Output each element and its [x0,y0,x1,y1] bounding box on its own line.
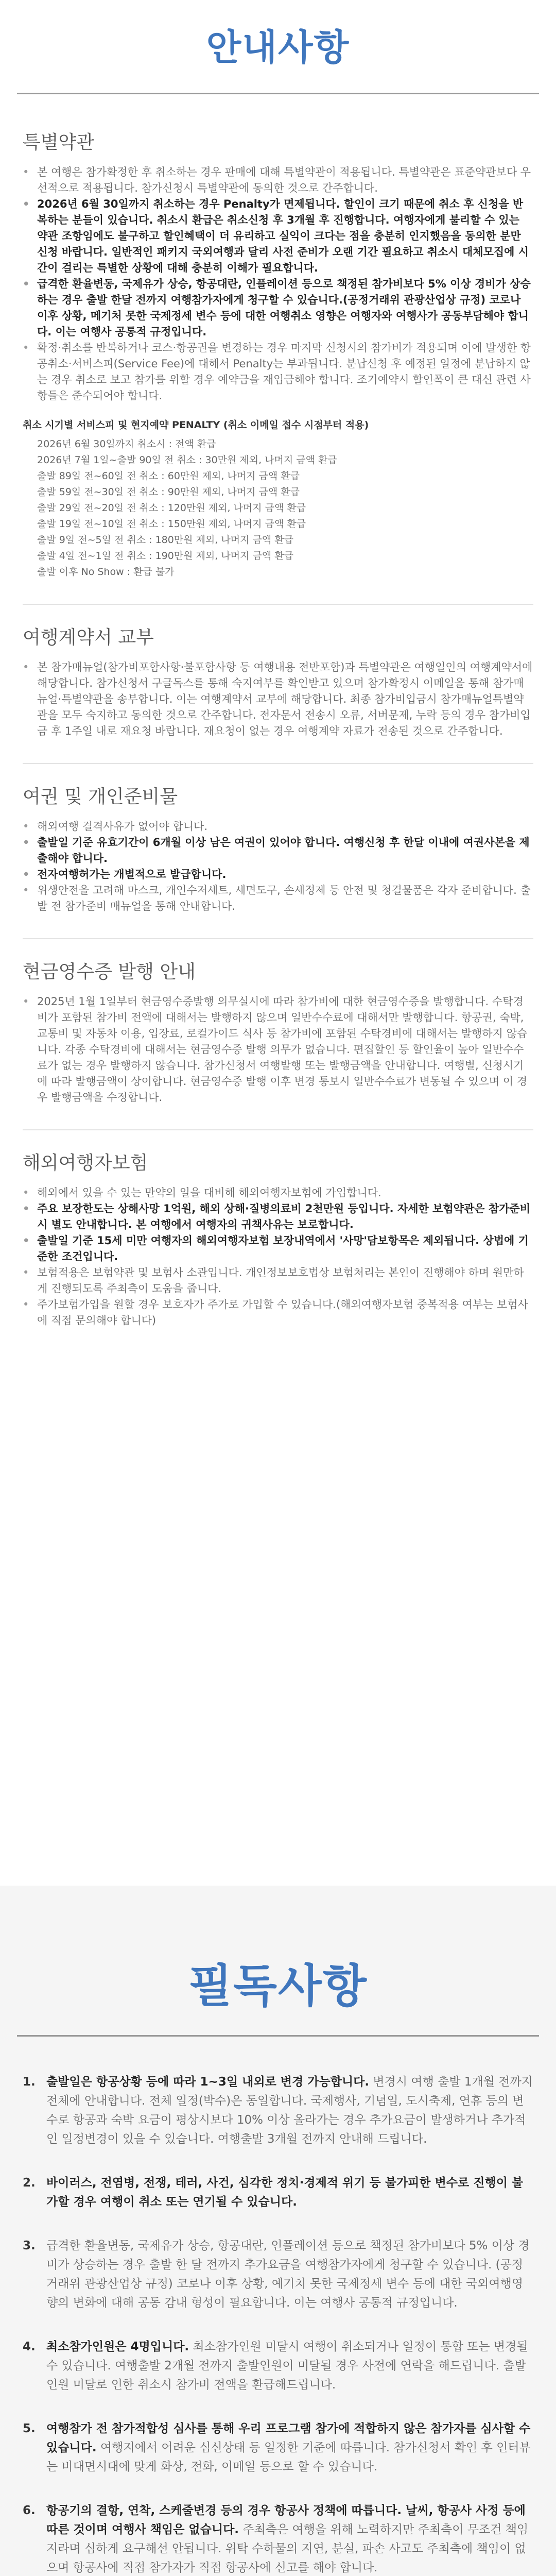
travel-insurance-heading: 해외여행자보험 [23,1153,148,1174]
receipt-list [23,994,533,1106]
list-item: • 2026년 6월 30일까지 취소하는 경우 Penalty가 면제됩니다. 할인이 크기 때문에 취소 후 신청을 반복하는 분들이 있습니다. 취소시 환급은 취소신청 후 3개월 후 진행합니다. 여행자에게 불리할 수 있는 약관 조항임에도 불구하고 할인혜택이 더 유리하고 실익이 크다는 점을 충분히 인지했음을 동의한 분만 신청 바랍니다. 일반적인 패키지 국외여행과 달리 사전 준비가 오랜 기간 필요하고 취소시 대체모집에 시간이 걸리는 특별한 상황에 대해 충분히 이해가 필요합니다. [23,196,533,276]
list-item: 6. 항공기의 결항, 연착, 스케줄변경 등의 경우 항공사 정책에 따릅니다. 날씨, 항공사 사정 등에 따른 것이며 여행사 책임은 없습니다. 주최측은 여행을 위해 노력하지만 주최측이 무조건 책임지라며 심하게 요구해선 안됩니다. 위탁 수하물의 지연, 분실, 파손 사고도 주최측에 책임이 없으며 항공사에 직접 참가자가 직접 항공사에 신고를 해야 합니다. [23,2504,529,2574]
passport-heading: 여권 및 개인준비물 [23,786,178,807]
list-item: • 전자여행허가는 개별적으로 발급합니다. [23,867,533,883]
list-item: • 확정·취소를 반복하거나 코스·항공권을 변경하는 경우 마지막 신청시의 참가비가 적용되며 이에 발생한 항공취소·서비스피(Service Fee)에 대해서 Penalty는 부과됩니다. 분납신청 후 예정된 일정에 분납하지 않는 경우 취소로 보고 참가를 위할 경우 예약금을 재입금해야 합니다. 조기예약시 할인폭이 큰 대신 관련 사항들은 준수되어야 합니다. [23,340,533,404]
must-read-section [0,1886,556,2576]
penalty-row: 출발 이후 No Show : 환급 불가 [37,566,175,578]
notice-content [0,131,556,1329]
list-item: • 주요 보장한도는 상해사망 1억원, 해외 상해·질병의료비 2천만원 등입니다. 자세한 보험약관은 참가준비 시 별도 안내합니다. 본 여행에서 여행자의 귀책사유는 보로합니다. [23,1201,533,1233]
section-divider [23,1129,533,1130]
penalty-heading: 취소 시기별 서비스피 및 현지예약 PENALTY (취소 이메일 접수 시점부터 적용) [23,419,369,431]
list-item: • 위생안전을 고려해 마스크, 개인수저세트, 세면도구, 손세정제 등 안전 및 청결물품은 각자 준비합니다. 출발 전 참가준비 매뉴얼을 통해 안내합니다. [23,883,533,914]
penalty-row: 출발 19일 전~10일 전 취소 : 150만원 제외, 나머지 금액 환급 [37,518,306,530]
list-item: • 본 참가매뉴얼(참가비포함사항·불포함사항 등 여행내용 전반포함)과 특별약관은 여행일인의 여행계약서에 해당합니다. 참가신청서 구글독스를 통해 숙지여부를 확인받고 있으며 참가확정시 이메일을 통해 참가매뉴얼·특별약관을 송부합니다. 이는 여행계약서 교부에 해당합니다. 최종 참가비입금시 참가매뉴얼특별약관을 모두 숙지하고 동의한 것으로 간주합니다. 전자문서 전송시 오류, 서버문제, 누락 등의 경우 참가비입금 후 1주일 내로 재요청 바랍니다. 재요청이 없는 경우 여행계약 자료가 전송된 것으로 간주합니다. [23,659,533,739]
list-item: 3. 급격한 환율변동, 국제유가 상승, 항공대란, 인플레이션 등으로 책정된 참가비보다 5% 이상 경비가 상승하는 경우 출발 한 달 전까지 추가요금을 여행참가자에게 청구할 수 있습니다. (공정거래위 관광산업상 규정) 코로나 이후 상황, 예기치 못한 국제정세 변수 등에 대한 국외여행영향의 변화에 대해 공동 감내 형성이 필요합니다. 이는 여행사 공통적 규정입니다. [23,2239,530,2310]
list-item: • 해외여행 결격사유가 없어야 합니다. [23,819,533,835]
special-terms-list [23,164,533,404]
special-terms-heading: 특별약관 [23,132,95,153]
penalty-row: 출발 9일 전~5일 전 취소 : 180만원 제외, 나머지 금액 환급 [37,534,293,546]
penalty-row: 출발 29일 전~20일 전 취소 : 120만원 제외, 나머지 금액 환급 [37,502,306,514]
list-item: 1. 출발일은 항공상황 등에 따라 1~3일 내외로 변경 가능합니다. 변경시 여행 출발 1개월 전까지 전체에 안내합니다. 전체 일정(박수)은 동일합니다. 국제행사, 기념일, 도시축제, 연휴 등의 변수로 항공과 숙박 요금이 평상시보다 10% 이상 올라가는 경우 추가요금이 발생하거나 추가적인 일정변경이 있을 수 있습니다. 여행출발 3개월 전까지 안내해 드립니다. [23,2075,533,2146]
list-item: • 해외에서 있을 수 있는 만약의 일을 대비해 해외여행자보험에 가입합니다. [23,1185,533,1201]
contract-list [23,659,533,739]
list-item: • 본 여행은 참가확정한 후 취소하는 경우 판매에 대해 특별약관이 적용됩니다. 특별약관은 표준약관보다 우선적으로 적용됩니다. 참가신청시 특별약관에 동의한 것으로 간주합니다. [23,164,533,196]
must-read-list [0,2037,556,2576]
list-item: • 출발일 기준 유효기간이 6개월 이상 남은 여권이 있어야 합니다. 여행신청 후 한달 이내에 여권사본을 제출해야 합니다. [23,835,533,867]
passport-list [23,819,533,914]
list-item: 4. 최소참가인원은 4명입니다. 최소참가인원 미달시 여행이 취소되거나 일정이 통합 또는 변경될 수 있습니다. 여행출발 2개월 전까지 출발인원이 미달될 경우 사전에 연락을 해드립니다. 출발인원 미달로 인한 취소시 참가비 전액을 환급해드립니다. [23,2340,528,2392]
penalty-row: 2026년 7월 1일~출발 90일 전 취소 : 30만원 제외, 나머지 금액 환급 [37,454,337,466]
list-item: • 주가보험가입을 원할 경우 보호자가 주가로 가입할 수 있습니다.(해외여행자보험 중복적용 여부는 보험사에 직접 문의해야 합니다) [23,1297,533,1329]
section-divider [23,763,533,764]
contract-heading: 여행계약서 교부 [23,627,154,648]
section-divider [23,938,533,939]
list-item: 5. 여행참가 전 참가적합성 심사를 통해 우리 프로그램 참가에 적합하지 않은 참가자를 심사할 수 있습니다. 여행지에서 어려운 심신상태 등 일정한 기준에 따릅니다. 참가신청서 확인 후 인터뷰는 비대면시대에 맞게 화상, 전화, 이메일 등으로 할 수 있습니다. [23,2422,531,2473]
penalty-row: 출발 59일 전~30일 전 취소 : 90만원 제외, 나머지 금액 환급 [37,486,300,498]
list-item: 2. 바이러스, 전염병, 전쟁, 테러, 사건, 심각한 정치·경제적 위기 등 불가피한 변수로 진행이 불가할 경우 여행이 취소 또는 연기될 수 있습니다. [23,2176,524,2209]
notice-title-divider [17,93,539,94]
must-read-title: 필독사항 [188,1959,368,2012]
penalty-row: 출발 89일 전~60일 전 취소 : 60만원 제외, 나머지 금액 환급 [37,470,300,482]
receipt-heading: 현금영수증 발행 안내 [23,961,196,982]
travel-insurance-list [23,1185,533,1329]
notice-title: 안내사항 [206,26,350,69]
penalty-row: 2026년 6월 30일까지 취소시 : 전액 환급 [37,438,216,450]
list-item: • 보험적용은 보험약관 및 보험사 소관입니다. 개인정보보호법상 보험처리는 본인이 진행해야 하며 원만하게 진행되도록 주최측이 도움을 줍니다. [23,1265,533,1297]
penalty-table [23,417,533,580]
penalty-row: 출발 4일 전~1일 전 취소 : 190만원 제외, 나머지 금액 환급 [37,550,293,562]
list-item: • 2025년 1월 1일부터 현금영수증발행 의무실시에 따라 참가비에 대한 현금영수증을 발행합니다. 수탁경비가 포함된 참가비 전액에 대해서는 발행하지 않으며 일반수수료에 대해서만 발행합니다. 항공권, 숙박, 교통비 및 자동차 이용, 입장료, 로컬가이드 식사 등 참가비에 포함된 수탁경비에 대해서는 발행하지 않습니다. 각종 수탁경비에 대해서는 현금영수증 발행 의무가 없습니다. 편집할인 등 할인율이 높아 일반수수료가 없는 경우 발행하지 않습니다. 참가신청서 여행발행 또는 발행금액을 안내합니다. 여행별, 신청시기에 따라 발행금액이 상이합니다. 현금영수증 발행 이후 변경 통보시 일반수수료가 변동될 수 있으며 이 경우 발행금액을 수정합니다. [23,994,533,1106]
list-item: • 출발일 기준 15세 미만 여행자의 해외여행자보험 보장내역에서 '사망'담보항목은 제외됩니다. 상법에 기준한 조건입니다. [23,1233,533,1265]
section-divider [23,604,533,605]
list-item: • 급격한 환율변동, 국제유가 상승, 항공대란, 인플레이션 등으로 책정된 참가비보다 5% 이상 경비가 상승하는 경우 출발 한달 전까지 여행참가자에게 청구할 수 있습니다.(공정거래위 관광산업상 규정) 코로나 이후 상황, 메기처 못한 국제정세 변수 등에 대한 여행취소 영향은 여행자와 여행사가 공동부담해야 합니다. 이는 여행사 공통적 규정입니다. [23,276,533,340]
